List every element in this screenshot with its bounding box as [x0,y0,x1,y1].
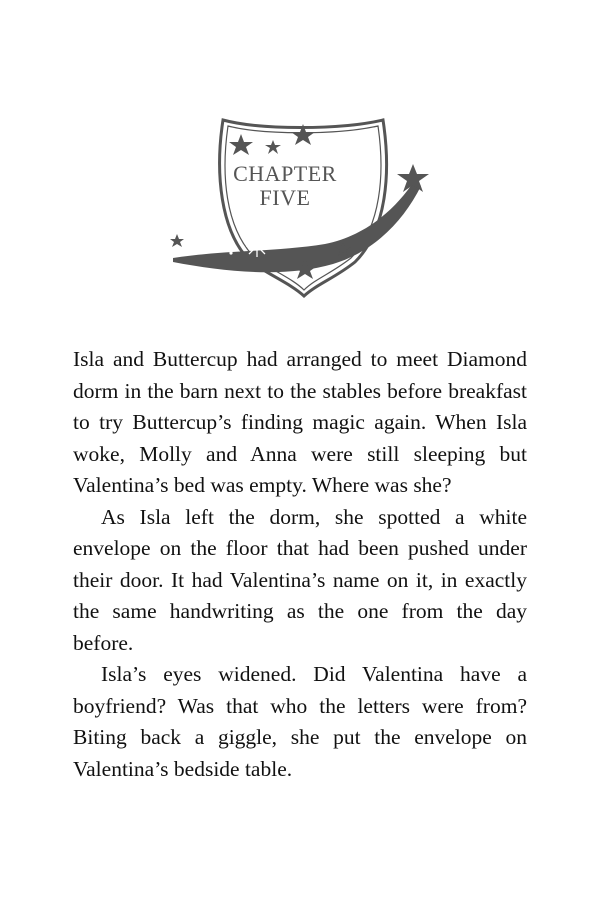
sparkle-icon [207,234,223,250]
sparkle-icon [246,235,268,257]
paragraph: As Isla left the dorm, she spotted a white envelope on the floor that had been pushed under their door. It had Valentina’s name on it, in exactly the same handwriting as the one from the day before. [73,504,527,655]
chapter-body [73,344,527,785]
chapter-label: CHAPTER [233,161,337,186]
chapter-emblem [165,112,435,302]
chapter-number: FIVE [259,185,311,210]
star-icon [170,234,184,247]
paragraph: Isla and Buttercup had arranged to meet Diamond dorm in the barn next to the stables before breakfast to try Buttercup’s finding magic again. When Isla woke, Molly and Anna were still sleeping but Valentina’s bed was empty. Where was she? [73,347,527,497]
chapter-heading [225,162,345,210]
paragraph: Isla’s eyes widened. Did Valentina have a boyfriend? Was that who the letters were from? Biting back a giggle, she put the envelope on Valentina’s bedside table. [73,662,527,781]
